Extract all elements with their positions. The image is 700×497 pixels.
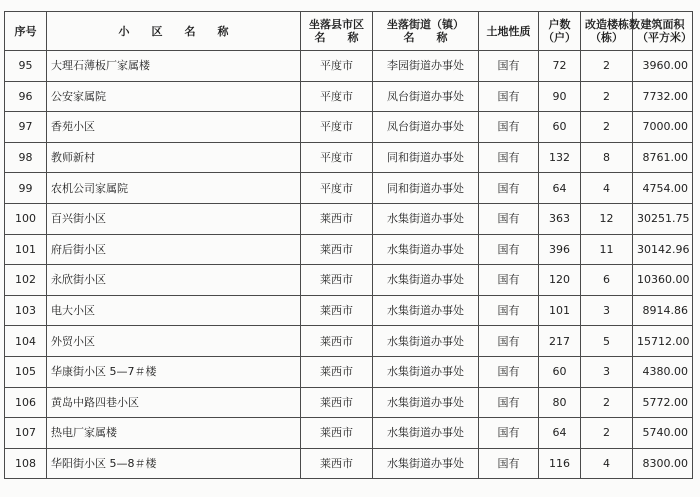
cell-seq: 99 <box>5 173 47 204</box>
cell-households: 396 <box>539 234 581 265</box>
cell-land: 国有 <box>479 295 539 326</box>
cell-street: 同和街道办事处 <box>373 173 479 204</box>
table-row <box>5 173 693 204</box>
cell-name: 百兴街小区 <box>47 203 301 234</box>
table-row <box>5 203 693 234</box>
cell-city: 莱西市 <box>301 203 373 234</box>
cell-seq: 97 <box>5 112 47 143</box>
cell-area: 5772.00 <box>633 387 693 418</box>
cell-street: 水集街道办事处 <box>373 234 479 265</box>
cell-city: 莱西市 <box>301 387 373 418</box>
cell-buildings: 11 <box>581 234 633 265</box>
cell-city: 平度市 <box>301 51 373 82</box>
cell-street: 水集街道办事处 <box>373 448 479 479</box>
table-row <box>5 142 693 173</box>
cell-area: 15712.00 <box>633 326 693 357</box>
cell-area: 8761.00 <box>633 142 693 173</box>
cell-land: 国有 <box>479 81 539 112</box>
cell-seq: 101 <box>5 234 47 265</box>
cell-seq: 104 <box>5 326 47 357</box>
cell-buildings: 3 <box>581 356 633 387</box>
cell-households: 64 <box>539 173 581 204</box>
cell-seq: 95 <box>5 51 47 82</box>
cell-name: 华阳街小区 5—8＃楼 <box>47 448 301 479</box>
cell-buildings: 6 <box>581 265 633 296</box>
table-row <box>5 112 693 143</box>
table-row <box>5 418 693 449</box>
cell-households: 217 <box>539 326 581 357</box>
cell-households: 60 <box>539 356 581 387</box>
cell-households: 116 <box>539 448 581 479</box>
header-land: 土地性质 <box>479 12 539 51</box>
cell-households: 132 <box>539 142 581 173</box>
cell-street: 同和街道办事处 <box>373 142 479 173</box>
header-city: 坐落县市区 名 称 <box>301 12 373 51</box>
cell-street: 水集街道办事处 <box>373 295 479 326</box>
cell-households: 60 <box>539 112 581 143</box>
header-area: 建筑面积 （平方米） <box>633 12 693 51</box>
header-name: 小区名称 <box>47 12 301 51</box>
cell-buildings: 2 <box>581 387 633 418</box>
cell-city: 平度市 <box>301 173 373 204</box>
table-row <box>5 265 693 296</box>
cell-land: 国有 <box>479 418 539 449</box>
cell-city: 莱西市 <box>301 234 373 265</box>
cell-area: 8300.00 <box>633 448 693 479</box>
cell-street: 水集街道办事处 <box>373 265 479 296</box>
cell-seq: 108 <box>5 448 47 479</box>
cell-street: 水集街道办事处 <box>373 326 479 357</box>
cell-area: 30251.75 <box>633 203 693 234</box>
cell-area: 30142.96 <box>633 234 693 265</box>
cell-land: 国有 <box>479 173 539 204</box>
cell-city: 莱西市 <box>301 448 373 479</box>
cell-area: 5740.00 <box>633 418 693 449</box>
cell-area: 7000.00 <box>633 112 693 143</box>
cell-buildings: 4 <box>581 173 633 204</box>
table-row <box>5 326 693 357</box>
cell-name: 公安家属院 <box>47 81 301 112</box>
cell-area: 7732.00 <box>633 81 693 112</box>
cell-seq: 98 <box>5 142 47 173</box>
cell-city: 莱西市 <box>301 418 373 449</box>
table-row <box>5 51 693 82</box>
cell-households: 72 <box>539 51 581 82</box>
cell-city: 平度市 <box>301 142 373 173</box>
table-header <box>5 12 693 51</box>
cell-seq: 103 <box>5 295 47 326</box>
cell-area: 4380.00 <box>633 356 693 387</box>
cell-land: 国有 <box>479 234 539 265</box>
cell-name: 府后街小区 <box>47 234 301 265</box>
cell-name: 香苑小区 <box>47 112 301 143</box>
table-row <box>5 81 693 112</box>
cell-street: 李园街道办事处 <box>373 51 479 82</box>
cell-name: 教师新村 <box>47 142 301 173</box>
table-body <box>5 51 693 479</box>
table-row <box>5 448 693 479</box>
cell-street: 水集街道办事处 <box>373 387 479 418</box>
cell-street: 凤台街道办事处 <box>373 112 479 143</box>
header-seq: 序号 <box>5 12 47 51</box>
cell-area: 8914.86 <box>633 295 693 326</box>
cell-land: 国有 <box>479 265 539 296</box>
cell-buildings: 5 <box>581 326 633 357</box>
cell-name: 电大小区 <box>47 295 301 326</box>
table-row <box>5 234 693 265</box>
cell-buildings: 8 <box>581 142 633 173</box>
header-households: 户数 （户） <box>539 12 581 51</box>
cell-seq: 107 <box>5 418 47 449</box>
cell-land: 国有 <box>479 51 539 82</box>
cell-city: 平度市 <box>301 112 373 143</box>
cell-land: 国有 <box>479 326 539 357</box>
cell-street: 水集街道办事处 <box>373 356 479 387</box>
cell-area: 10360.00 <box>633 265 693 296</box>
cell-buildings: 2 <box>581 51 633 82</box>
cell-buildings: 3 <box>581 295 633 326</box>
cell-land: 国有 <box>479 142 539 173</box>
cell-area: 3960.00 <box>633 51 693 82</box>
cell-seq: 96 <box>5 81 47 112</box>
cell-households: 64 <box>539 418 581 449</box>
cell-name: 华康街小区 5—7＃楼 <box>47 356 301 387</box>
cell-area: 4754.00 <box>633 173 693 204</box>
cell-name: 大理石薄板厂家属楼 <box>47 51 301 82</box>
table-row <box>5 356 693 387</box>
cell-households: 120 <box>539 265 581 296</box>
cell-buildings: 2 <box>581 81 633 112</box>
cell-city: 莱西市 <box>301 326 373 357</box>
cell-buildings: 2 <box>581 418 633 449</box>
cell-buildings: 12 <box>581 203 633 234</box>
cell-households: 101 <box>539 295 581 326</box>
cell-name: 农机公司家属院 <box>47 173 301 204</box>
cell-buildings: 2 <box>581 112 633 143</box>
cell-land: 国有 <box>479 448 539 479</box>
table-row <box>5 295 693 326</box>
cell-city: 莱西市 <box>301 356 373 387</box>
cell-land: 国有 <box>479 112 539 143</box>
cell-name: 热电厂家属楼 <box>47 418 301 449</box>
cell-seq: 105 <box>5 356 47 387</box>
table-row <box>5 387 693 418</box>
cell-city: 莱西市 <box>301 265 373 296</box>
cell-land: 国有 <box>479 356 539 387</box>
header-street: 坐落街道（镇） 名 称 <box>373 12 479 51</box>
cell-households: 90 <box>539 81 581 112</box>
cell-name: 永欣街小区 <box>47 265 301 296</box>
cell-land: 国有 <box>479 203 539 234</box>
header-row <box>5 12 693 51</box>
cell-households: 80 <box>539 387 581 418</box>
renovation-table <box>4 11 693 479</box>
cell-name: 黄岛中路四巷小区 <box>47 387 301 418</box>
cell-name: 外贸小区 <box>47 326 301 357</box>
cell-city: 莱西市 <box>301 295 373 326</box>
cell-street: 凤台街道办事处 <box>373 81 479 112</box>
cell-seq: 102 <box>5 265 47 296</box>
cell-land: 国有 <box>479 387 539 418</box>
cell-seq: 100 <box>5 203 47 234</box>
cell-street: 水集街道办事处 <box>373 203 479 234</box>
cell-seq: 106 <box>5 387 47 418</box>
cell-city: 平度市 <box>301 81 373 112</box>
cell-buildings: 4 <box>581 448 633 479</box>
cell-households: 363 <box>539 203 581 234</box>
header-buildings: 改造楼栋数 （栋） <box>581 12 633 51</box>
cell-street: 水集街道办事处 <box>373 418 479 449</box>
